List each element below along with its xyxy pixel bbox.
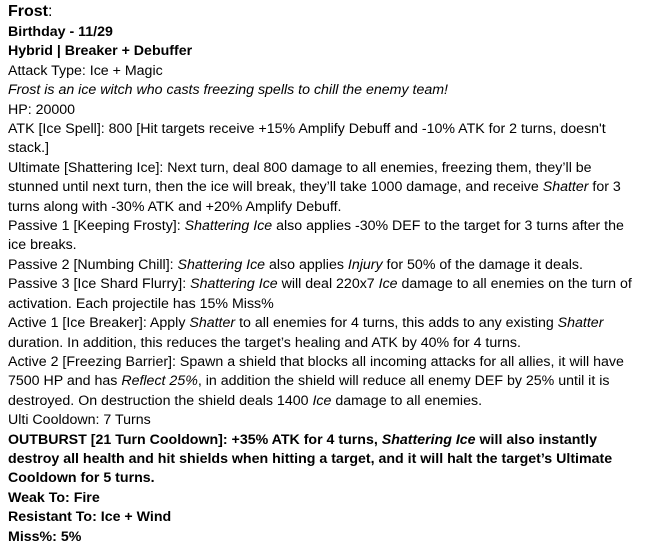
active1-line <box>8 314 645 353</box>
character-sheet <box>0 1 653 547</box>
active1-text-e: duration. In addition, this reduces the target’s healing and ATK by 40% for 4 turns. <box>8 334 521 351</box>
ultimate-text-b: Shatter <box>542 179 589 196</box>
outburst-text-a: OUTBURST [21 Turn Cooldown]: +35% ATK for 4 turns, <box>8 431 382 448</box>
passive1-line <box>8 217 645 256</box>
passive2-text-a: Passive 2 [Numbing Chill]: <box>8 256 178 273</box>
resistant-to-line: Resistant To: Ice + Wind <box>8 509 172 526</box>
active1-text-c: to all enemies for 4 turns, this adds to any existing <box>235 315 558 332</box>
active2-text-e: damage to all enemies. <box>331 392 483 409</box>
active2-text-a: Active 2 [Freezing Barrier]: Spawn a shield that blocks all incoming attacks for all allies, it will have 7500 HP and has <box>8 353 624 390</box>
ulti-cooldown-line: Ulti Cooldown: 7 Turns <box>8 412 151 429</box>
outburst-text-c: will also instantly destroy all health and hit shields when hitting a target, and it will halt the target’s Ultimate Cooldown for 5 turns. <box>8 431 613 487</box>
ultimate-text-c: for 3 turns along with -30% ATK and +20% Amplify Debuff. <box>8 179 621 215</box>
active1-text-a: Active 1 [Ice Breaker]: Apply <box>8 315 190 332</box>
active2-text-c: , in addition the shield will reduce all enemy DEF by 25% until it is destroyed. On destruction the shield deals 1400 <box>8 373 610 409</box>
passive3-text-e: damage to all enemies on the turn of activation. Each projectile has 15% Miss% <box>8 276 632 312</box>
birthday-line: Birthday - 11/29 <box>8 24 113 40</box>
passive2-text-e: for 50% of the damage it deals. <box>382 256 583 273</box>
outburst-line <box>8 431 645 489</box>
ultimate-line <box>8 159 645 217</box>
weak-to-line: Weak To: Fire <box>8 489 100 506</box>
miss-line: Miss%: 5% <box>8 528 82 545</box>
active2-text-d: Ice <box>312 392 332 409</box>
passive3-text-a: Passive 3 [Ice Shard Flurry]: <box>8 276 191 293</box>
outburst-text-b: Shattering Ice <box>381 431 476 448</box>
hp-line: HP: 20000 <box>8 101 76 118</box>
active2-line <box>8 353 645 411</box>
passive3-text-c: will deal 220x7 <box>277 276 379 293</box>
active1-text-d: Shatter <box>557 315 604 332</box>
passive1-text-a: Passive 1 [Keeping Frosty]: <box>8 218 185 235</box>
attack-type-line: Attack Type: Ice + Magic <box>8 62 163 79</box>
passive2-text-b: Shattering Ice <box>177 256 266 273</box>
passive2-line <box>8 256 645 275</box>
active1-text-b: Shatter <box>189 315 236 332</box>
character-name: Frost <box>8 3 48 20</box>
passive1-text-b: Shattering Ice <box>184 218 273 235</box>
passive2-text-d: Injury <box>347 256 383 273</box>
passive1-text-c: also applies -30% DEF to the target for 3 turns after the ice breaks. <box>8 218 624 254</box>
role-line: Hybrid | Breaker + Debuffer <box>8 43 193 60</box>
atk-line: ATK [Ice Spell]: 800 [Hit targets receive +15% Amplify Debuff and -10% ATK for 2 turns, doesn't stack.] <box>8 121 606 157</box>
passive2-text-c: also applies <box>265 256 348 273</box>
character-name-heading <box>8 1 645 23</box>
active2-text-b: Reflect 25% <box>121 373 198 390</box>
ultimate-text-a: Ultimate [Shattering Ice]: Next turn, deal 800 damage to all enemies, freezing them, they’ll be stunned until next turn, then the ice will break, they’ll take 1000 damage, and receive <box>8 159 592 196</box>
title-colon: : <box>48 3 53 20</box>
passive3-line <box>8 275 645 314</box>
passive3-text-b: Shattering Ice <box>190 276 278 293</box>
description-line: Frost is an ice witch who casts freezing spells to chill the enemy team! <box>8 82 448 99</box>
passive3-text-d: Ice <box>378 276 398 293</box>
